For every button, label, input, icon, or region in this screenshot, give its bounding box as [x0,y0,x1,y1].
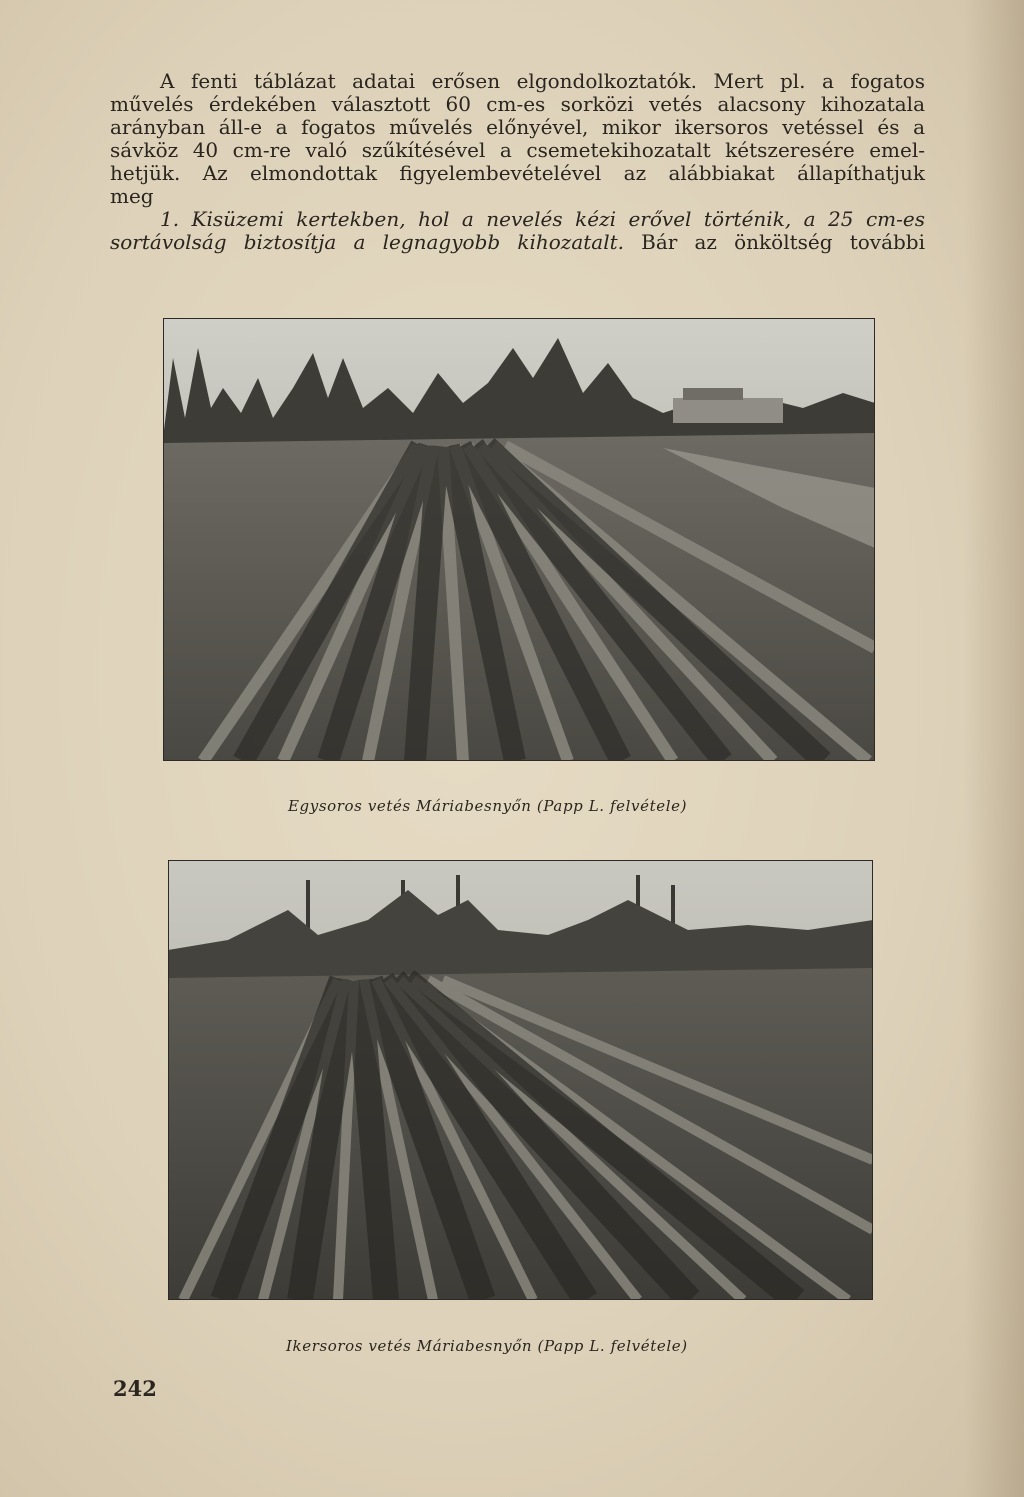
figure-caption-2: Ikersoros vetés Máriabesnyőn (Papp L. felvétele) [286,1337,688,1355]
figure-caption-1: Egysoros vetés Máriabesnyőn (Papp L. felvétele) [288,797,688,815]
text-line: hetjük. Az elmondottak figyelembevételével az alábbiakat állapíthatjuk [110,161,925,185]
single-row-sowing-photo [163,318,875,761]
text-line: művelés érdekében választott 60 cm-es sorközi vetés alacsony kihozatala [110,92,925,116]
point-1-line: 1. Kisüzemi kertekben, hol a nevelés kézi erővel történik, a 25 cm-es [160,207,925,231]
text-line: meg [110,184,154,208]
point-1-italic: sortávolság biztosítja a legnagyobb kihozatalt. [110,230,624,254]
text-line: sávköz 40 cm-re való szűkítésével a csemetekihozatalt kétszeresére emel- [110,138,925,162]
page-edge-shadow [964,0,1024,1497]
text-line: arányban áll-e a fogatos művelés előnyével, mikor ikersoros vetéssel és a [110,115,925,139]
body-text [110,70,925,254]
point-1-continuation: Bár az önköltség további [624,230,926,254]
twin-row-sowing-photo [168,860,873,1300]
point-1-line-2 [110,231,925,254]
page-number: 242 [113,1376,157,1401]
text-line: A fenti táblázat adatai erősen elgondolkoztatók. Mert pl. a fogatos [160,69,925,93]
